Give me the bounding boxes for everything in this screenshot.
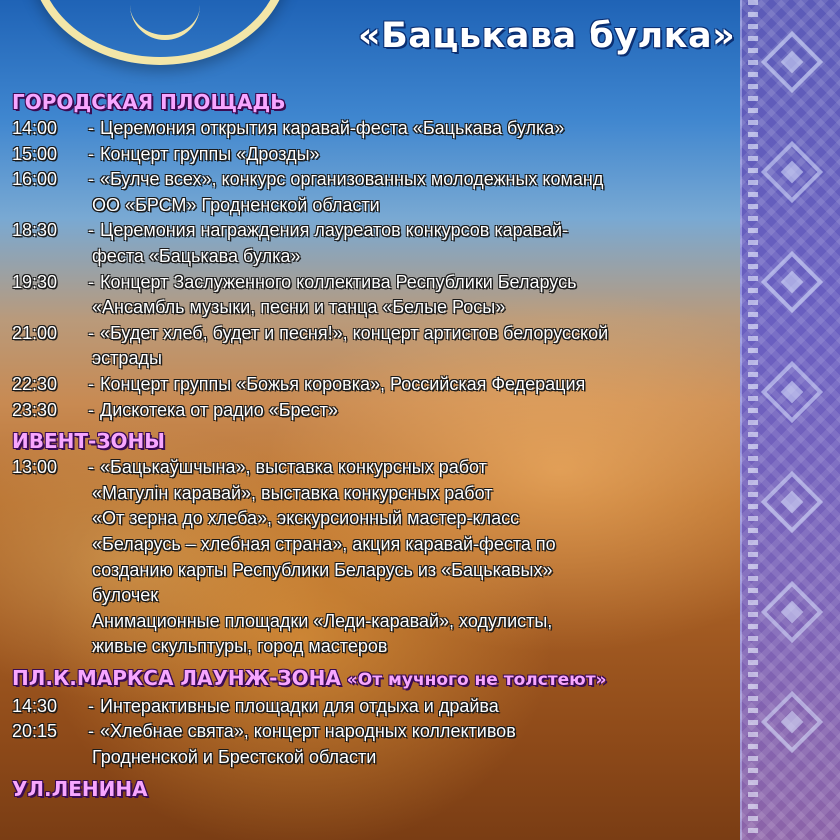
schedule-description-continued: созданию карты Республики Беларусь из «Бацькавых»: [92, 559, 553, 580]
schedule-time: 22:30: [12, 373, 58, 394]
schedule-item: [12, 116, 732, 142]
section-heading: [12, 88, 732, 116]
schedule-time: 16:00: [12, 169, 58, 190]
schedule-description-continued: феста «Бацькава булка»: [92, 245, 301, 266]
ornament-motif: [761, 141, 823, 203]
schedule-description-continued: Анимационные площадки «Леди-каравай», ходулисты,: [92, 610, 553, 631]
schedule-time: 23:30: [12, 399, 58, 420]
section-heading-text: ПЛ.К.МАРКСА ЛАУНЖ-ЗОНА: [12, 665, 341, 690]
schedule-time: 19:30: [12, 271, 58, 292]
schedule-description-continued: ОО «БРСМ» Гродненской области: [92, 194, 380, 215]
schedule-item: [12, 218, 732, 244]
schedule-item: [12, 398, 732, 424]
section-heading-text: ГОРОДСКАЯ ПЛОЩАДЬ: [12, 90, 286, 114]
schedule-dash: -: [88, 118, 94, 138]
ornament-motif: [761, 581, 823, 643]
ornament-motif: [761, 251, 823, 313]
schedule-time: 13:00: [12, 457, 58, 478]
section-heading-text: УЛ.ЛЕНИНА: [12, 776, 148, 801]
schedule-item: [12, 719, 732, 745]
schedule-dash: -: [88, 322, 94, 343]
ornament-motif: [761, 471, 823, 533]
schedule-item: [12, 142, 732, 168]
schedule-dash: -: [88, 457, 94, 478]
schedule-description: Дискотека от радио «Брест»: [100, 399, 338, 420]
schedule-time: 20:15: [12, 721, 58, 742]
section-subheading: «От мучного не толстеют»: [340, 669, 607, 690]
schedule-item: [12, 694, 732, 720]
schedule-dash: -: [88, 169, 94, 190]
schedule-description-continued: живые скульптуры, город мастеров: [92, 636, 388, 657]
schedule-description: «Бацькаўшчына», выставка конкурсных работ: [100, 457, 487, 478]
schedule-description: Концерт Заслуженного коллектива Республики Беларусь: [100, 271, 577, 292]
schedule-description: «Хлебнае свята», концерт народных коллективов: [100, 721, 516, 742]
schedule-time: 18:30: [12, 220, 58, 241]
schedule-dash: -: [88, 143, 94, 164]
schedule-time: 15:00: [12, 143, 58, 164]
schedule-dash: -: [88, 721, 94, 742]
section-heading-text: ИВЕНТ-ЗОНЫ: [12, 429, 165, 454]
schedule-description-continued: «Ансамбль музыки, песни и танца «Белые Росы»: [92, 297, 506, 318]
schedule-description-continued: эстрады: [92, 348, 162, 369]
ornament-border: [740, 0, 840, 840]
schedule-time: 14:00: [12, 118, 58, 138]
schedule-item: [12, 455, 732, 481]
section-heading: [12, 775, 732, 803]
ornament-motif: [761, 691, 823, 753]
festival-title: «Бацькава булка»: [358, 16, 736, 56]
ornament-edge: [748, 0, 758, 840]
schedule-description: Концерт группы «Божья коровка», Российская Федерация: [100, 373, 586, 394]
schedule: [12, 84, 732, 803]
schedule-description-continued: «Матулін каравай», выставка конкурсных работ: [92, 482, 493, 503]
schedule-description: Концерт группы «Дрозды»: [100, 143, 320, 164]
section-heading: [12, 427, 732, 455]
schedule-description: Церемония награждения лауреатов конкурсов каравай-: [100, 220, 569, 241]
schedule-time: 14:30: [12, 695, 58, 716]
ornament-motif: [761, 31, 823, 93]
schedule-description-continued: булочек: [92, 585, 159, 606]
schedule-item: [12, 270, 732, 296]
schedule-description: Церемония открытия каравай-феста «Бацькава булка»: [100, 118, 565, 138]
schedule-item: [12, 321, 732, 347]
schedule-dash: -: [88, 271, 94, 292]
schedule-dash: -: [88, 695, 94, 716]
schedule-dash: -: [88, 220, 94, 241]
section-heading: [12, 664, 732, 694]
schedule-item: [12, 167, 732, 193]
schedule-description-continued: «От зерна до хлеба», экскурсионный мастер-класс: [92, 508, 520, 529]
schedule-description: «Будет хлеб, будет и песня!», концерт артистов белорусской: [100, 322, 609, 343]
schedule-dash: -: [88, 373, 94, 394]
schedule-description-continued: Гродненской и Брестской области: [92, 747, 377, 768]
schedule-time: 21:00: [12, 322, 58, 343]
schedule-item: [12, 372, 732, 398]
schedule-description: Интерактивные площадки для отдыха и драйва: [100, 695, 499, 716]
schedule-dash: -: [88, 399, 94, 420]
ornament-motif: [761, 361, 823, 423]
schedule-description-continued: «Беларусь – хлебная страна», акция каравай-феста по: [92, 533, 556, 554]
schedule-description: «Булче всех», конкурс организованных молодежных команд: [100, 169, 604, 190]
